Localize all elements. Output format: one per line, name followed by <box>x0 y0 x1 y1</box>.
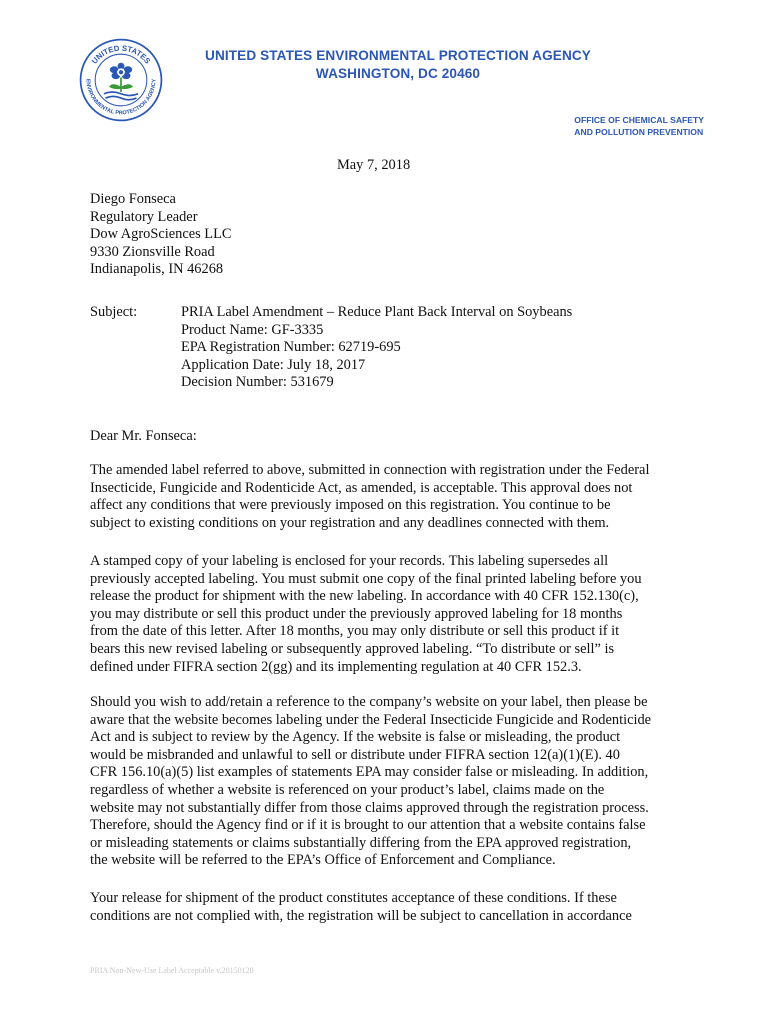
subject-line: EPA Registration Number: 62719-695 <box>181 339 401 356</box>
paragraph-line: CFR 156.10(a)(5) list examples of statements EPA may consider false or misleading. In addition, <box>90 764 649 781</box>
paragraph-line: release the product for shipment with the new labeling. In accordance with 40 CFR 152.130(c), <box>90 588 639 605</box>
paragraph-line: Insecticide, Fungicide and Rodenticide Act, as amended, is acceptable. This approval does not <box>90 479 633 496</box>
recipient-address <box>90 191 231 279</box>
paragraph-labeling <box>90 553 690 676</box>
letterhead <box>178 47 618 83</box>
recipient-title: Regulatory Leader <box>90 208 198 225</box>
office-line-2: AND POLLUTION PREVENTION <box>574 127 704 137</box>
agency-city: WASHINGTON, DC 20460 <box>315 66 481 81</box>
paragraph-line: Your release for shipment of the product constitutes acceptance of these conditions. If these <box>90 890 617 906</box>
recipient-name: Diego Fonseca <box>90 191 176 207</box>
salutation: Dear Mr. Fonseca: <box>90 428 197 444</box>
subject-line: Application Date: July 18, 2017 <box>181 356 366 373</box>
paragraph-line: the website will be referred to the EPA’s Office of Enforcement and Compliance. <box>90 852 556 869</box>
paragraph-line: The amended label referred to above, submitted in connection with registration under the Federal <box>90 462 650 478</box>
svg-text:UNITED STATES: UNITED STATES <box>89 43 153 66</box>
subject-line: Decision Number: 531679 <box>181 374 334 391</box>
paragraph-release <box>90 890 690 925</box>
subject-line: Product Name: GF-3335 <box>181 321 324 338</box>
recipient-city: Indianapolis, IN 46268 <box>90 261 224 278</box>
recipient-street: 9330 Zionsville Road <box>90 243 215 260</box>
paragraph-line: A stamped copy of your labeling is enclosed for your records. This labeling supersedes all <box>90 553 609 569</box>
subject-label: Subject: <box>90 304 138 320</box>
paragraph-line: aware that the website becomes labeling under the Federal Insecticide Fungicide and Rodenticide <box>90 711 652 728</box>
paragraph-website <box>90 694 690 870</box>
subject-block <box>181 304 572 392</box>
paragraph-line: bears this new revised labeling or subsequently approved labeling. “To distribute or sell” is <box>90 640 615 657</box>
paragraph-approval <box>90 462 690 532</box>
paragraph-line: Should you wish to add/retain a reference to the company’s website on your label, then please be <box>90 694 648 710</box>
paragraph-line: defined under FIFRA section 2(gg) and its implementing regulation at 40 CFR 152.3. <box>90 658 582 675</box>
agency-name: UNITED STATES ENVIRONMENTAL PROTECTION AGENCY <box>205 48 591 63</box>
paragraph-line: from the date of this letter. After 18 months, you may only distribute or sell this product if it <box>90 623 620 640</box>
office-line-1: OFFICE OF CHEMICAL SAFETY <box>574 115 704 125</box>
paragraph-line: Therefore, should the Agency find or if it is brought to our attention that a website contains false <box>90 817 646 834</box>
paragraph-line: would be misbranded and unlawful to sell or distribute under FIFRA section 12(a)(1)(E). 40 <box>90 746 620 763</box>
epa-seal-icon <box>78 37 164 123</box>
paragraph-line: you may distribute or sell this product under the previously approved labeling for 18 months <box>90 605 623 622</box>
paragraph-line: subject to existing conditions on your registration and any deadlines connected with them. <box>90 514 610 531</box>
paragraph-line: or misleading statements or claims substantially differing from the EPA approved registration, <box>90 834 632 851</box>
paragraph-line: conditions are not complied with, the registration will be subject to cancellation in accordance <box>90 907 632 924</box>
paragraph-line: website may not substantially differ from those claims approved through the registration process. <box>90 799 649 816</box>
svg-text:ENVIRONMENTAL PROTECTION AGENC: ENVIRONMENTAL PROTECTION AGENCY <box>84 78 158 117</box>
paragraph-line: previously accepted labeling. You must submit one copy of the final printed labeling before you <box>90 570 642 587</box>
subject-line: PRIA Label Amendment – Reduce Plant Back Interval on Soybeans <box>181 304 573 320</box>
paragraph-line: regardless of whether a website is referenced on your product’s label, claims made on the <box>90 781 605 798</box>
paragraph-line: Act and is subject to review by the Agency. If the website is false or misleading, the product <box>90 729 621 746</box>
paragraph-line: affect any conditions that were previously imposed on this registration. You continue to be <box>90 497 611 514</box>
office-name <box>574 114 704 138</box>
letter-date: May 7, 2018 <box>337 157 411 173</box>
recipient-company: Dow AgroSciences LLC <box>90 226 232 243</box>
footer-version: PRIA Non-New-Use Label Acceptable v.20150120 <box>90 966 254 975</box>
